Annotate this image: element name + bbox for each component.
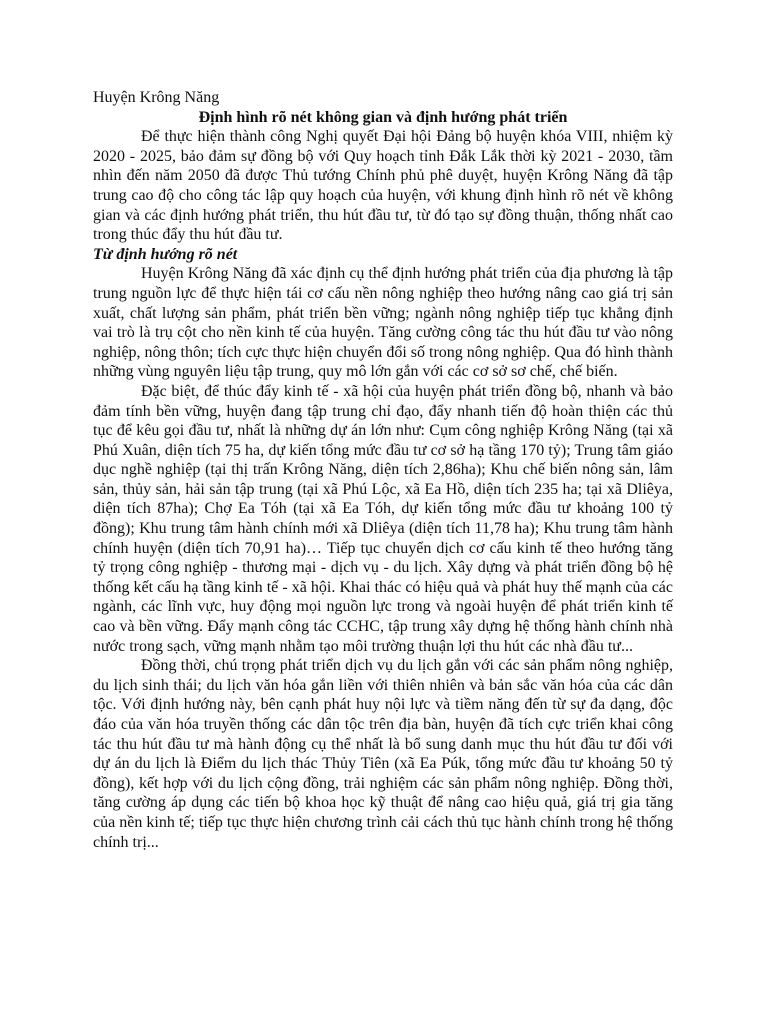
article-title: Định hình rõ nét không gian và định hướng phát triển xyxy=(198,108,568,126)
body-paragraph-2: Đặc biệt, để thúc đẩy kinh tế - xã hội của huyện phát triển đồng bộ, nhanh và bảo đảm tính bền vững, huyện đang tập trung chỉ đạo, đẩy nhanh tiến độ hoàn thiện các thủ tục để kêu gọi đầu tư, nhất là những dự án lớn như: Cụm công nghiệp Krông Năng (tại xã Phú Xuân, diện tích 75 ha, dự kiến tổng mức đầu tư cơ sở hạ tầng 170 tỷ); Trung tâm giáo dục nghề nghiệp (tại thị trấn Krông Năng, diện tích 2,86ha); Khu chế biến nông sản, lâm sản, thủy sản, hải sản tập trung (tại xã Phú Lộc, xã Ea Hồ, diện tích 235 ha; tại xã Dliêya, diện tích 87ha); Chợ Ea Tóh (tại xã Ea Tóh, dự kiến tổng mức đầu tư khoảng 100 tỷ đồng); Khu trung tâm hành chính mới xã Dliêya (diện tích 11,78 ha); Khu trung tâm hành chính huyện (diện tích 70,91 ha)… Tiếp tục chuyển dịch cơ cấu kinh tế theo hướng tăng tỷ trọng công nghiệp - thương mại - dịch vụ - du lịch. Xây dựng và phát triển đồng bộ hệ thống kết cấu hạ tầng kinh tế - xã hội. Khai thác có hiệu quả và phát huy thế mạnh của các ngành, các lĩnh vực, huy động mọi nguồn lực trong và ngoài huyện để phát triển kinh tế cao và bền vững. Đẩy mạnh công tác CCHC, tập trung xây dựng hệ thống hành chính nhà nước trong sạch, vững mạnh nhằm tạo môi trường thuận lợi thu hút các nhà đầu tư... xyxy=(93,382,673,655)
document-page xyxy=(93,88,673,852)
section-subheading: Từ định hướng rõ nét xyxy=(93,245,238,263)
location-line: Huyện Krông Năng xyxy=(93,89,220,106)
body-paragraph-1: Huyện Krông Năng đã xác định cụ thể định hướng phát triển của địa phương là tập trung nguồn lực để thực hiện tái cơ cấu nền nông nghiệp theo hướng nâng cao giá trị sản xuất, chất lượng sản phẩm, phát triển bền vững; ngành nông nghiệp tiếp tục khẳng định vai trò là trụ cột cho nền kinh tế của huyện. Tăng cường công tác thu hút đầu tư vào nông nghiệp, nông thôn; tích cực thực hiện chuyển đổi số trong nông nghiệp. Qua đó hình thành những vùng nguyên liệu tập trung, quy mô lớn gắn với các cơ sở sơ chế, chế biến. xyxy=(93,265,673,381)
intro-paragraph: Để thực hiện thành công Nghị quyết Đại hội Đảng bộ huyện khóa VIII, nhiệm kỳ 2020 - 2025, bảo đảm sự đồng bộ với Quy hoạch tỉnh Đắk Lắk thời kỳ 2021 - 2030, tầm nhìn đến năm 2050 đã được Thủ tướng Chính phủ phê duyệt, huyện Krông Năng đã tập trung cao độ cho công tác lập quy hoạch của huyện, với khung định hình rõ nét về không gian và các định hướng phát triển, thu hút đầu tư, từ đó tạo sự đồng thuận, thống nhất cao trong thúc đẩy thu hút đầu tư. xyxy=(93,128,673,244)
body-paragraph-3: Đồng thời, chú trọng phát triển dịch vụ du lịch gắn với các sản phẩm nông nghiệp, du lịch sinh thái; du lịch văn hóa gắn liền với thiên nhiên và bản sắc văn hóa của các dân tộc. Với định hướng này, bên cạnh phát huy nội lực và tiềm năng đến từ sự đa dạng, độc đáo của văn hóa truyền thống các dân tộc trên địa bàn, huyện đã tích cực triển khai công tác thu hút đầu tư mà hành động cụ thể nhất là bổ sung danh mục thu hút đầu tư đối với dự án du lịch là Điểm du lịch thác Thủy Tiên (xã Ea Púk, tổng mức đầu tư khoảng 50 tỷ đồng), kết hợp với du lịch cộng đồng, trải nghiệm các sản phẩm nông nghiệp. Đồng thời, tăng cường áp dụng các tiến bộ khoa học kỹ thuật để nâng cao hiệu quả, giá trị gia tăng của nền kinh tế; tiếp tục thực hiện chương trình cải cách thủ tục hành chính trong hệ thống chính trị... xyxy=(93,657,673,851)
